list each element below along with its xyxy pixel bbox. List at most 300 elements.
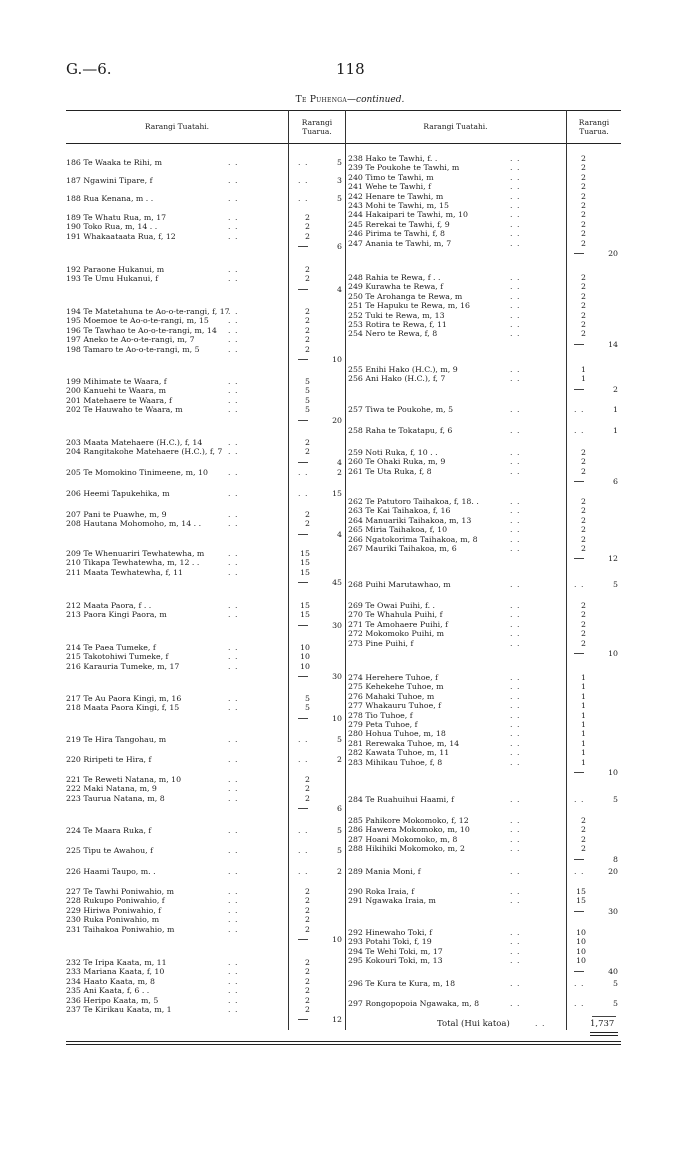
share-value: 2 <box>305 213 310 222</box>
register-entry: 198 Tamaro te Ao-o-te-rangi, m, 5 <box>66 344 200 354</box>
share-value: 2 <box>305 344 310 354</box>
register-entry: 276 Mahaki Tuhoe, m <box>348 691 435 701</box>
leader-dots: . . <box>228 793 239 803</box>
register-entry: 267 Mauriki Taihakoa, m, 6 <box>348 544 457 553</box>
subtotal-value: 5 <box>337 735 342 744</box>
register-entry: 225 Tipu te Awahou, f <box>66 846 153 855</box>
share-value: 2 <box>581 448 586 457</box>
share-value: 2 <box>305 915 310 925</box>
share-value: 2 <box>581 457 586 467</box>
leader-dots: . . <box>228 867 239 876</box>
leader-dots: . . <box>510 374 521 384</box>
register-entry: 258 Raha te Tokatapu, f, 6 <box>348 426 453 435</box>
leader-dots: . . <box>510 580 521 589</box>
share-leader-dots: . . <box>298 846 309 855</box>
share-value: 2 <box>581 638 586 648</box>
share-value: 2 <box>581 825 586 835</box>
share-value: 2 <box>305 958 310 967</box>
register-entry: 222 Maki Natana, m, 9 <box>66 784 157 794</box>
leader-dots: . . <box>510 729 521 739</box>
share-value: 2 <box>305 976 310 986</box>
leader-dots: . . <box>228 447 239 457</box>
share-value: 10 <box>300 643 310 652</box>
share-value: 2 <box>305 775 310 784</box>
leader-dots: . . <box>228 316 239 326</box>
register-entry: 243 Mohi te Tawhi, m, 15 <box>348 201 449 210</box>
share-value: 2 <box>581 182 586 192</box>
register-entry: 207 Pani te Puawhe, m, 9 <box>66 510 167 519</box>
share-value: 2 <box>581 273 586 282</box>
leader-dots: . . <box>228 567 239 577</box>
leader-dots: . . <box>228 986 239 996</box>
share-value: 2 <box>305 519 310 529</box>
register-entry: 192 Paraone Hukanui, m <box>66 265 165 274</box>
share-value: 1 <box>581 682 586 692</box>
share-leader-dots: . . <box>298 176 309 185</box>
share-value: 2 <box>581 291 586 301</box>
leader-dots: . . <box>510 867 521 876</box>
leader-dots: . . <box>228 703 239 713</box>
register-entry: 238 Hako te Tawhi, f. . <box>348 154 438 163</box>
register-entry: 229 Hiriwa Poniwahio, f <box>66 905 162 915</box>
leader-dots: . . <box>228 158 239 167</box>
leader-dots: . . <box>228 924 239 934</box>
leader-dots: . . <box>228 176 239 185</box>
subtitle-prefix: Te Puhenga <box>295 95 348 105</box>
register-entry: 245 Rerekai te Tawhi, f, 9 <box>348 219 450 229</box>
subtotal-rule <box>574 653 584 654</box>
leader-dots: . . <box>510 999 521 1008</box>
register-entry: 281 Rerewaka Tuhoe, m, 14 <box>348 738 460 748</box>
subtotal-rule <box>574 859 584 860</box>
leader-dots: . . <box>510 691 521 701</box>
table-head-rule <box>66 143 621 144</box>
leader-dots: . . <box>228 468 239 477</box>
leader-dots: . . <box>228 405 239 415</box>
subtotal-value: 3 <box>337 176 342 185</box>
share-leader-dots: . . <box>298 735 309 744</box>
register-entry: 277 Whakauru Tuhoe, f <box>348 701 442 711</box>
share-value: 1 <box>581 710 586 720</box>
leader-dots: . . <box>510 816 521 825</box>
subtotal-rule <box>298 462 308 463</box>
subtotal-value: 4 <box>337 529 342 539</box>
register-entry: 251 Te Hapuku te Rewa, m, 16 <box>348 301 470 311</box>
register-entry: 204 Rangitakohe Matehaere (H.C.), f, 7 <box>66 447 223 457</box>
register-entry: 214 Te Paea Tumeke, f <box>66 643 156 652</box>
share-value: 15 <box>300 601 310 610</box>
register-entry: 221 Te Reweti Natana, m, 10 <box>66 775 182 784</box>
subtotal-rule <box>574 911 584 912</box>
total-leader-dots: . . <box>535 1019 546 1028</box>
register-entry: 295 Kokouri Toki, m, 13 <box>348 956 443 966</box>
leader-dots: . . <box>228 386 239 396</box>
share-value: 2 <box>305 325 310 335</box>
register-entry: 259 Noti Ruka, f, 10 . . <box>348 448 438 457</box>
register-entry: 264 Manuariki Taihakoa, m, 13 <box>348 515 472 525</box>
share-value: 2 <box>305 1005 310 1014</box>
register-entry: 234 Haato Kaata, m, 8 <box>66 976 155 986</box>
leader-dots: . . <box>228 775 239 784</box>
share-value: 1 <box>581 673 586 682</box>
share-value: 1 <box>581 729 586 739</box>
register-entry: 200 Kanuehi te Waara, m <box>66 386 167 396</box>
leader-dots: . . <box>228 846 239 855</box>
register-entry: 197 Aneko te Ao-o-te-rangi, m, 7 <box>66 335 195 345</box>
leader-dots: . . <box>510 448 521 457</box>
share-value: 2 <box>581 320 586 329</box>
register-entry: 252 Tuki te Rewa, m, 13 <box>348 310 445 320</box>
leader-dots: . . <box>510 610 521 620</box>
share-value: 2 <box>581 544 586 553</box>
leader-dots: . . <box>510 291 521 301</box>
share-leader-dots: . . <box>574 405 585 414</box>
share-value: 10 <box>576 928 586 937</box>
subtotal-value: 10 <box>608 768 618 777</box>
register-entry: 205 Te Momokino Tinimeene, m, 10 <box>66 468 208 477</box>
share-leader-dots: . . <box>574 580 585 589</box>
share-value: 2 <box>305 438 310 447</box>
leader-dots: . . <box>228 652 239 662</box>
register-entry: 232 Te Iripa Kaata, m, 11 <box>66 958 167 967</box>
subtotal-value: 8 <box>613 854 618 864</box>
share-value: 2 <box>305 887 310 896</box>
register-entry: 269 Te Owai Puihi, f. . <box>348 601 436 610</box>
register-entry: 256 Ani Hako (H.C.), f, 7 <box>348 374 446 384</box>
leader-dots: . . <box>510 601 521 610</box>
subtotal-rule <box>298 1019 308 1020</box>
share-value: 10 <box>300 661 310 671</box>
leader-dots: . . <box>510 738 521 748</box>
leader-dots: . . <box>510 979 521 988</box>
leader-dots: . . <box>510 619 521 629</box>
share-value: 5 <box>305 386 310 396</box>
page-subtitle <box>0 95 700 105</box>
register-entry: 191 Whakaataata Rua, f, 12 <box>66 231 176 241</box>
register-entry: 275 Kehekehe Tuhoe, m <box>348 682 444 692</box>
register-entry: 209 Te Whenuariri Tewhatewha, m <box>66 549 205 558</box>
register-entry: 253 Rotira te Rewa, f, 11 <box>348 320 447 329</box>
subtotal-value: 30 <box>332 672 342 682</box>
share-value: 2 <box>581 238 586 248</box>
register-entry: 187 Ngawini Tipare, f <box>66 176 153 185</box>
subtotal-value: 6 <box>337 242 342 252</box>
subtotal-rule <box>298 808 308 809</box>
subtotal-rule <box>574 481 584 482</box>
share-value: 1 <box>581 365 586 374</box>
subtotal-value: 4 <box>337 284 342 294</box>
share-value: 2 <box>581 610 586 620</box>
right-name-header: Rarangi Tuatahi. <box>423 122 488 131</box>
leader-dots: . . <box>228 694 239 703</box>
leader-dots: . . <box>510 710 521 720</box>
leader-dots: . . <box>510 946 521 956</box>
leader-dots: . . <box>228 519 239 529</box>
register-entry: 290 Roka Iraia, f <box>348 887 415 896</box>
register-entry: 186 Te Waaka te Rihi, m <box>66 158 162 167</box>
leader-dots: . . <box>510 720 521 729</box>
leader-dots: . . <box>510 825 521 835</box>
share-value: 2 <box>581 816 586 825</box>
share-value: 2 <box>581 191 586 201</box>
share-value: 2 <box>581 172 586 182</box>
leader-dots: . . <box>510 466 521 476</box>
subtotal-value: 10 <box>332 355 342 364</box>
share-value: 2 <box>581 310 586 320</box>
register-entry: 285 Pahikore Mokomoko, f, 12 <box>348 816 469 825</box>
col-divider-2 <box>345 110 346 1030</box>
leader-dots: . . <box>510 229 521 239</box>
leader-dots: . . <box>228 558 239 568</box>
total-rule-bottom-1 <box>590 1032 618 1033</box>
register-entry: 217 Te Au Paora Kingi, m, 16 <box>66 694 182 703</box>
share-value: 2 <box>581 154 586 163</box>
subtotal-value: 15 <box>332 489 342 498</box>
register-entry: 220 Riripeti te Hira, f <box>66 755 152 764</box>
leader-dots: . . <box>510 301 521 311</box>
register-entry: 240 Timo te Tawhi, m <box>348 172 434 182</box>
leader-dots: . . <box>510 682 521 692</box>
register-entry: 260 Te Ohaki Ruka, m, 9 <box>348 457 446 467</box>
share-value: 1 <box>581 374 586 384</box>
register-entry: 226 Haami Taupo, m. . <box>66 867 156 876</box>
share-value: 1 <box>581 738 586 748</box>
leader-dots: . . <box>228 265 239 274</box>
subtitle-suffix: —continued. <box>347 95 405 105</box>
leader-dots: . . <box>510 701 521 711</box>
register-entry: 228 Rukupo Poniwahio, f <box>66 896 165 906</box>
leader-dots: . . <box>228 784 239 794</box>
register-entry: 193 Te Umu Hukanui, f <box>66 274 159 284</box>
subtotal-value: 30 <box>332 620 342 630</box>
leader-dots: . . <box>228 222 239 232</box>
share-value: 1 <box>581 757 586 767</box>
leader-dots: . . <box>510 310 521 320</box>
leader-dots: . . <box>510 497 521 506</box>
register-entry: 230 Ruka Poniwahio, m <box>66 915 160 925</box>
subtotal-value: 20 <box>332 415 342 425</box>
register-entry: 272 Mokomoko Puihi, m <box>348 629 445 639</box>
share-value: 10 <box>576 946 586 956</box>
col-divider-3 <box>566 110 567 1030</box>
leader-dots: . . <box>228 194 239 203</box>
share-value: 5 <box>305 395 310 405</box>
register-entry: 289 Mania Moni, f <box>348 867 421 876</box>
register-entry: 263 Te Kai Taihakoa, f, 16 <box>348 506 451 516</box>
share-value: 2 <box>581 329 586 339</box>
share-value: 1 <box>581 701 586 711</box>
leader-dots: . . <box>510 238 521 248</box>
subtotal-value: 5 <box>337 846 342 855</box>
register-entry: 288 Hikihiki Mokomoko, m, 2 <box>348 844 465 854</box>
table-bottom-rule-1 <box>66 1041 621 1042</box>
share-value: 15 <box>300 610 310 620</box>
leader-dots: . . <box>510 757 521 767</box>
subtotal-rule <box>298 246 308 247</box>
leader-dots: . . <box>510 896 521 906</box>
subtotal-rule <box>574 253 584 254</box>
share-value: 2 <box>581 219 586 229</box>
share-leader-dots: . . <box>298 867 309 876</box>
share-leader-dots: . . <box>298 158 309 167</box>
leader-dots: . . <box>510 329 521 339</box>
leader-dots: . . <box>228 344 239 354</box>
share-value: 2 <box>581 844 586 854</box>
leader-dots: . . <box>228 213 239 222</box>
share-value: 2 <box>581 210 586 220</box>
register-entry: 247 Anania te Tawhi, m, 7 <box>348 238 452 248</box>
register-entry: 291 Ngawaka Iraia, m <box>348 896 436 906</box>
register-entry: 279 Peta Tuhoe, f <box>348 720 418 729</box>
subtotal-value: 30 <box>608 906 618 916</box>
leader-dots: . . <box>510 219 521 229</box>
register-entry: 283 Mihikau Tuhoe, f, 8 <box>348 757 443 767</box>
leader-dots: . . <box>510 273 521 282</box>
register-entry: 273 Pine Puihi, f <box>348 638 414 648</box>
total-value: 1,737 <box>590 1019 615 1029</box>
register-entry: 274 Herehere Tuhoe, f <box>348 673 438 682</box>
total-rule-top <box>592 1016 616 1017</box>
total-rule-bottom-2 <box>590 1035 618 1036</box>
register-entry: 212 Maata Paora, f . . <box>66 601 152 610</box>
register-entry: 195 Moemoe te Ao-o-te-rangi, m, 15 <box>66 316 209 326</box>
leader-dots: . . <box>510 795 521 804</box>
share-leader-dots: . . <box>574 979 585 988</box>
subtotal-rule <box>298 625 308 626</box>
leader-dots: . . <box>228 325 239 335</box>
leader-dots: . . <box>510 748 521 758</box>
register-entry: 284 Te Ruahuihui Haami, f <box>348 795 454 804</box>
subtotal-value: 5 <box>613 580 618 589</box>
share-value: 2 <box>581 201 586 210</box>
share-value: 10 <box>300 652 310 662</box>
subtotal-value: 45 <box>332 578 342 588</box>
leader-dots: . . <box>510 172 521 182</box>
leader-dots: . . <box>510 534 521 544</box>
share-value: 2 <box>305 905 310 915</box>
leader-dots: . . <box>228 887 239 896</box>
subtotal-value: 20 <box>608 867 618 876</box>
register-entry: 235 Ani Kaata, f, 6 . . <box>66 986 150 996</box>
subtotal-rule <box>574 558 584 559</box>
share-value: 5 <box>305 694 310 703</box>
share-value: 2 <box>581 466 586 476</box>
share-value: 2 <box>305 986 310 996</box>
register-entry: 194 Te Matetahuna te Ao-o-te-rangi, f, 17 <box>66 307 230 316</box>
subtotal-rule <box>298 939 308 940</box>
leader-dots: . . <box>228 826 239 835</box>
share-value: 2 <box>581 619 586 629</box>
register-entry: 296 Te Kura te Kura, m, 18 <box>348 979 456 988</box>
register-entry: 246 Pirima te Tawhi, f, 8 <box>348 229 445 239</box>
register-entry: 201 Matehaere te Waara, f <box>66 395 172 405</box>
share-value: 2 <box>581 629 586 639</box>
register-entry: 271 Te Amohaere Puihi, f <box>348 619 448 629</box>
subtotal-rule <box>298 359 308 360</box>
subtotal-value: 14 <box>608 339 618 349</box>
leader-dots: . . <box>510 673 521 682</box>
subtotal-rule <box>574 971 584 972</box>
share-value: 2 <box>305 265 310 274</box>
share-value: 5 <box>305 377 310 386</box>
register-entry: 189 Te Whatu Rua, m, 17 <box>66 213 167 222</box>
register-entry: 218 Maata Paora Kingi, f, 15 <box>66 703 180 713</box>
share-value: 2 <box>581 525 586 535</box>
register-entry: 233 Mariana Kaata, f, 10 <box>66 967 165 977</box>
share-leader-dots: . . <box>574 867 585 876</box>
share-value: 2 <box>581 601 586 610</box>
register-entry: 268 Puihi Marutawhao, m <box>348 580 451 589</box>
leader-dots: . . <box>228 438 239 447</box>
share-value: 15 <box>300 558 310 568</box>
register-entry: 223 Taurua Natana, m, 8 <box>66 793 165 803</box>
register-entry: 242 Henare te Tawhi, m <box>348 191 444 201</box>
share-leader-dots: . . <box>298 826 309 835</box>
share-value: 2 <box>581 163 586 173</box>
subtotal-value: 5 <box>613 999 618 1008</box>
leader-dots: . . <box>228 274 239 284</box>
register-entry: 266 Ngatokorima Taihakoa, m, 8 <box>348 534 478 544</box>
leader-dots: . . <box>510 638 521 648</box>
share-value: 15 <box>300 567 310 577</box>
leader-dots: . . <box>510 154 521 163</box>
share-value: 2 <box>305 967 310 977</box>
leader-dots: . . <box>510 457 521 467</box>
register-entry: 188 Rua Kenana, m . . <box>66 194 154 203</box>
register-entry: 278 Tio Tuhoe, f <box>348 710 413 720</box>
register-entry: 227 Te Tawhi Poniwahio, m <box>66 887 174 896</box>
share-value: 2 <box>305 231 310 241</box>
leader-dots: . . <box>510 956 521 966</box>
section-code: G.—6. <box>66 60 112 78</box>
leader-dots: . . <box>228 661 239 671</box>
total-label: Total (Hui katoa) <box>437 1019 510 1029</box>
register-entry: 270 Te Whahula Puihi, f <box>348 610 443 620</box>
register-entry: 216 Karauria Tumeke, m, 17 <box>66 661 180 671</box>
leader-dots: . . <box>228 995 239 1005</box>
register-entry: 249 Kurawha te Rewa, f <box>348 282 444 292</box>
register-entry: 210 Tikapa Tewhatewha, m, 12 . . <box>66 558 200 568</box>
register-entry: 231 Taihakoa Poniwahio, m <box>66 924 175 934</box>
share-value: 5 <box>305 703 310 713</box>
share-value: 2 <box>305 793 310 803</box>
subtotal-value: 6 <box>613 477 618 487</box>
share-value: 2 <box>305 274 310 284</box>
share-value: 5 <box>305 405 310 415</box>
register-entry: 250 Te Arohanga te Rewa, m <box>348 291 463 301</box>
subtotal-value: 5 <box>337 826 342 835</box>
register-entry: 287 Hoani Mokomoko, m, 8 <box>348 834 458 844</box>
register-entry: 297 Rongopopoia Ngawaka, m, 8 <box>348 999 480 1008</box>
leader-dots: . . <box>510 282 521 292</box>
subtotal-rule <box>298 718 308 719</box>
share-value: 1 <box>581 748 586 758</box>
share-value: 2 <box>581 229 586 239</box>
share-value: 10 <box>576 956 586 966</box>
share-value: 2 <box>305 784 310 794</box>
subtotal-value: 6 <box>337 804 342 814</box>
leader-dots: . . <box>228 549 239 558</box>
leader-dots: . . <box>228 489 239 498</box>
register-entry: 248 Rahia te Rewa, f . . <box>348 273 441 282</box>
leader-dots: . . <box>510 426 521 435</box>
share-leader-dots: . . <box>574 426 585 435</box>
register-entry: 293 Potahi Toki, f, 19 <box>348 937 432 947</box>
leader-dots: . . <box>228 377 239 386</box>
share-value: 1 <box>581 720 586 729</box>
leader-dots: . . <box>510 937 521 947</box>
subtotal-value: 12 <box>332 1015 342 1025</box>
